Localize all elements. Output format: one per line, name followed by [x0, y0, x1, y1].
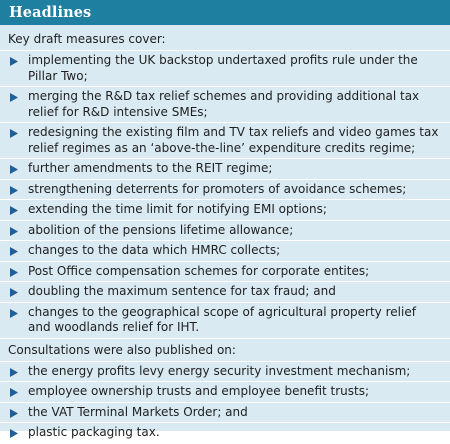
- consultation-item-text: the energy profits levy energy security investment mechanism;: [28, 363, 411, 378]
- consultation-item: [0, 403, 450, 424]
- draft-measures-list: [0, 51, 450, 339]
- panel-content: [0, 25, 450, 444]
- draft-measure-item-text: implementing the UK backstop undertaxed profits rule under the Pillar Two;: [28, 53, 418, 83]
- consultations-intro: Consultations were also published on:: [0, 339, 450, 362]
- triangle-bullet-icon: [0, 243, 28, 256]
- draft-measure-item: [0, 200, 450, 221]
- draft-measure-item: [0, 282, 450, 303]
- triangle-bullet-icon: [0, 384, 28, 397]
- draft-measure-item-text: redesigning the existing film and TV tax reliefs and video games tax relief regimes as an ‘above-the-line’ expenditure credits regime;: [28, 125, 439, 155]
- draft-measure-item-text: changes to the data which HMRC collects;: [28, 243, 281, 257]
- draft-measure-item: [0, 221, 450, 242]
- triangle-bullet-icon: [0, 425, 28, 438]
- consultation-item-text: the VAT Terminal Markets Order; and: [28, 404, 248, 419]
- draft-measure-item-text: merging the R&D tax relief schemes and providing additional tax relief for R&D intensive SMEs;: [28, 89, 420, 119]
- draft-measure-item-text: abolition of the pensions lifetime allowance;: [28, 222, 294, 237]
- draft-measure-item: [0, 303, 450, 339]
- consultations-list: [0, 362, 450, 444]
- triangle-bullet-icon: [0, 53, 28, 66]
- draft-measure-item-text: extending the time limit for notifying EMI options;: [28, 202, 327, 216]
- consultation-item: [0, 423, 450, 444]
- draft-measure-item: [0, 51, 450, 87]
- draft-measure-item: [0, 123, 450, 159]
- triangle-bullet-icon: [0, 284, 28, 297]
- draft-measure-item: [0, 241, 450, 262]
- triangle-bullet-icon: [0, 264, 28, 277]
- draft-measure-item: [0, 180, 450, 201]
- draft-measure-item-text: changes to the geographical scope of agricultural property relief and woodlands relief for IHT.: [28, 304, 416, 334]
- triangle-bullet-icon: [0, 223, 28, 236]
- triangle-bullet-icon: [0, 364, 28, 377]
- triangle-bullet-icon: [0, 202, 28, 215]
- triangle-bullet-icon: [0, 161, 28, 174]
- draft-measure-item-text: strengthening deterrents for promoters of avoidance schemes;: [28, 181, 407, 196]
- consultation-item: [0, 382, 450, 403]
- consultation-item-text: plastic packaging tax.: [28, 425, 160, 439]
- draft-measure-item-text: further amendments to the REIT regime;: [28, 161, 273, 175]
- draft-measure-item: [0, 159, 450, 180]
- panel-header: [0, 0, 450, 25]
- triangle-bullet-icon: [0, 405, 28, 418]
- draft-measure-item: [0, 87, 450, 123]
- draft-measure-item-text: doubling the maximum sentence for tax fraud; and: [28, 284, 336, 298]
- draft-measure-item-text: Post Office compensation schemes for corporate entites;: [28, 263, 370, 278]
- triangle-bullet-icon: [0, 125, 28, 138]
- draft-measures-intro: Key draft measures cover:: [0, 25, 450, 51]
- triangle-bullet-icon: [0, 89, 28, 102]
- triangle-bullet-icon: [0, 182, 28, 195]
- consultation-item: [0, 362, 450, 383]
- consultation-item-text: employee ownership trusts and employee benefit trusts;: [28, 384, 370, 398]
- triangle-bullet-icon: [0, 305, 28, 318]
- draft-measure-item: [0, 262, 450, 283]
- panel-title: Headlines: [9, 4, 92, 21]
